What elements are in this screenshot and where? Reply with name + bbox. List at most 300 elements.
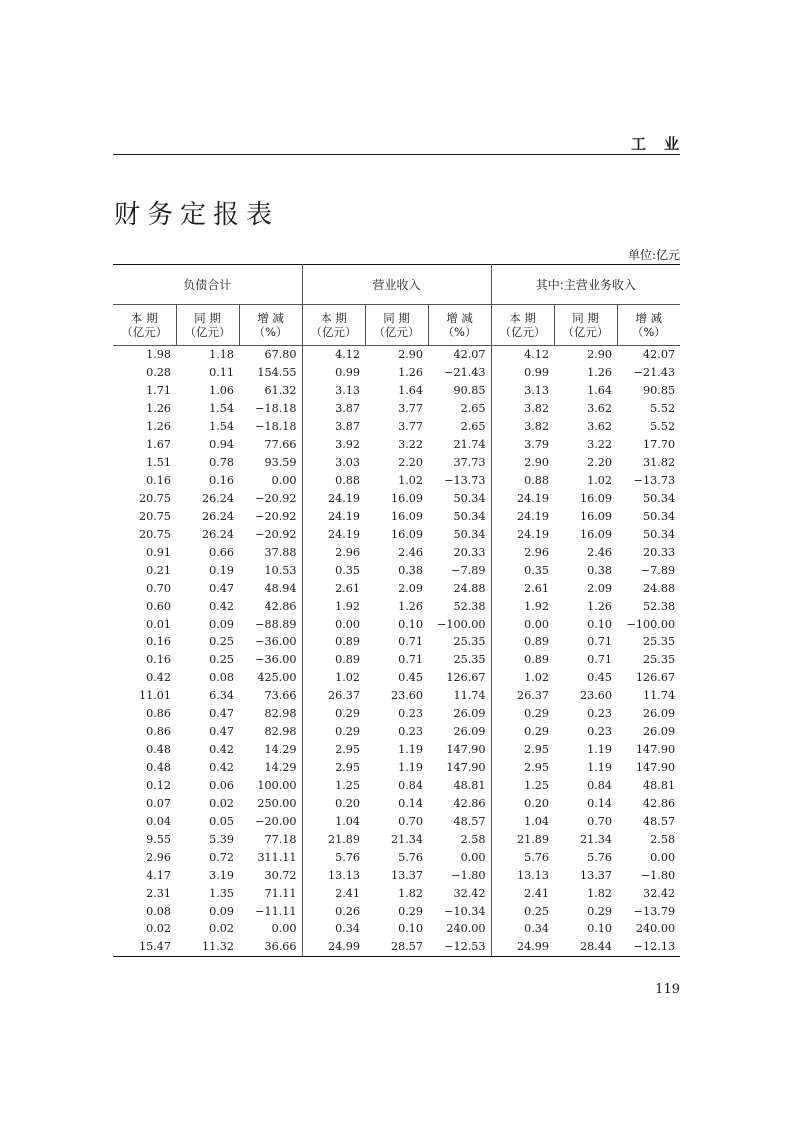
table-cell: 30.72 <box>239 866 302 884</box>
table-cell: 37.88 <box>239 543 302 561</box>
table-cell: 2.41 <box>335 886 361 900</box>
table-cell: 1.02 <box>524 671 550 685</box>
table-cell: 0.16 <box>209 474 234 488</box>
table-cell: 1.35 <box>209 886 234 900</box>
table-cell: 2.61 <box>335 581 361 595</box>
table-row <box>113 579 680 597</box>
group-header-row <box>113 265 680 305</box>
table-cell: 0.28 <box>146 366 171 380</box>
table-cell: 24.19 <box>328 509 361 523</box>
table-cell: 1.92 <box>524 599 550 613</box>
column-header-line2: （亿元） <box>499 325 546 339</box>
column-header-line1: 增 减 <box>635 311 663 325</box>
table-row <box>113 633 680 651</box>
table-cell: 3.19 <box>209 868 234 882</box>
table-cell: 3.03 <box>335 456 361 470</box>
table-cell: 0.71 <box>398 635 424 649</box>
table-cell: 0.09 <box>209 617 234 631</box>
table-cell: 13.13 <box>328 868 361 882</box>
table-cell: 5.76 <box>398 850 424 864</box>
table-cell: 20.75 <box>138 491 171 505</box>
unit-label: 单位:亿元 <box>627 248 680 262</box>
column-header-line2: （亿元） <box>310 325 357 339</box>
table-cell: 0.84 <box>587 778 613 792</box>
table-row <box>113 687 680 705</box>
table-cell: 0.12 <box>146 778 171 792</box>
table-cell: 0.25 <box>524 904 550 918</box>
table-cell: 5.52 <box>650 402 676 416</box>
table-cell: 0.10 <box>398 922 424 936</box>
table-cell: 0.42 <box>209 599 234 613</box>
table-cell: 0.71 <box>398 653 424 667</box>
table-cell: 0.02 <box>209 922 234 936</box>
table-cell: 1.98 <box>146 348 171 362</box>
table-cell: 13.13 <box>517 868 550 882</box>
column-header <box>617 305 680 346</box>
table-cell: 0.25 <box>209 635 234 649</box>
table-cell: 24.19 <box>517 509 550 523</box>
table-cell: −20.00 <box>239 812 302 830</box>
table-cell: 240.00 <box>635 922 676 936</box>
table-body <box>113 346 680 957</box>
table-cell: 42.07 <box>643 348 676 362</box>
table-cell: 25.35 <box>643 635 676 649</box>
table-cell: 14.29 <box>239 741 302 759</box>
table-cell: 147.90 <box>428 741 491 759</box>
table-cell: 0.47 <box>209 725 234 739</box>
column-header <box>113 305 176 346</box>
table-cell: 2.65 <box>428 400 491 418</box>
table-cell: 16.09 <box>580 527 613 541</box>
table-cell: 0.06 <box>209 778 234 792</box>
table-row <box>113 848 680 866</box>
table-cell: 1.67 <box>146 438 171 452</box>
table-cell: −1.80 <box>428 866 491 884</box>
table-cell: 26.24 <box>201 491 234 505</box>
table-cell: 77.18 <box>239 830 302 848</box>
table-row <box>113 794 680 812</box>
financial-report-table <box>113 264 680 957</box>
table-cell: 0.47 <box>209 581 234 595</box>
table-row <box>113 400 680 418</box>
table-cell: 1.82 <box>587 886 613 900</box>
table-cell: 4.17 <box>146 868 171 882</box>
table-cell: 1.04 <box>335 814 361 828</box>
table-row <box>113 454 680 472</box>
table-cell: −20.92 <box>239 507 302 525</box>
table-cell: 11.01 <box>138 689 171 703</box>
table-cell: 1.02 <box>335 671 361 685</box>
table-cell: 0.91 <box>146 545 171 559</box>
table-cell: 50.34 <box>643 491 676 505</box>
table-cell: 100.00 <box>239 777 302 795</box>
table-cell: 21.74 <box>428 436 491 454</box>
column-header-line1: 增 减 <box>257 311 284 325</box>
table-row <box>113 615 680 633</box>
table-cell: −20.92 <box>239 525 302 543</box>
table-cell: 1.82 <box>398 886 424 900</box>
table-row <box>113 364 680 382</box>
column-header-line1: 同 期 <box>383 311 410 325</box>
table-cell: 0.99 <box>524 366 550 380</box>
table-cell: 0.16 <box>146 635 171 649</box>
table-cell: 77.66 <box>239 436 302 454</box>
table-cell: −12.13 <box>617 938 680 956</box>
column-header-line2: （%） <box>253 325 288 339</box>
table-cell: 0.19 <box>209 563 234 577</box>
table-cell: 0.02 <box>209 796 234 810</box>
table-cell: 50.34 <box>428 507 491 525</box>
table-cell: 3.62 <box>587 402 613 416</box>
table-cell: 11.74 <box>643 689 676 703</box>
table-cell: 0.89 <box>335 653 361 667</box>
table-cell: 90.85 <box>428 382 491 400</box>
table-cell: 16.09 <box>580 509 613 523</box>
table-cell: 26.24 <box>201 527 234 541</box>
table-cell: 2.46 <box>398 545 424 559</box>
table-cell: 2.65 <box>428 418 491 436</box>
table-cell: 25.35 <box>643 653 676 667</box>
table-cell: 0.99 <box>335 366 361 380</box>
table-row <box>113 507 680 525</box>
table-cell: 26.09 <box>643 725 676 739</box>
table-cell: −1.80 <box>640 868 676 882</box>
table-cell: 6.34 <box>209 689 234 703</box>
table-cell: 25.35 <box>428 651 491 669</box>
table-cell: 0.10 <box>587 922 613 936</box>
table-cell: 9.55 <box>146 832 171 846</box>
table-cell: 1.25 <box>524 778 550 792</box>
table-cell: 0.71 <box>587 635 613 649</box>
column-header-line1: 本 期 <box>130 311 158 325</box>
table-cell: 11.32 <box>176 938 239 956</box>
table-cell: 0.16 <box>146 474 171 488</box>
table-cell: 37.73 <box>428 454 491 472</box>
table-cell: 26.24 <box>201 509 234 523</box>
table-cell: 50.34 <box>428 525 491 543</box>
table-cell: 23.60 <box>391 689 424 703</box>
table-cell: 16.09 <box>580 491 613 505</box>
table-cell: 24.88 <box>643 581 676 595</box>
table-cell: 42.86 <box>643 796 676 810</box>
table-cell: 0.29 <box>335 707 361 721</box>
table-cell: 21.89 <box>517 832 550 846</box>
table-cell: 3.92 <box>335 438 361 452</box>
table-cell: 3.87 <box>335 420 361 434</box>
table-cell: 67.80 <box>239 346 302 364</box>
table-cell: 1.18 <box>209 348 234 362</box>
table-cell: 2.96 <box>524 545 550 559</box>
table-cell: 0.08 <box>209 671 234 685</box>
table-cell: 5.76 <box>335 850 361 864</box>
table-cell: 5.39 <box>209 832 234 846</box>
table-row <box>113 884 680 902</box>
table-cell: 1.19 <box>398 743 424 757</box>
table-cell: 0.89 <box>524 653 550 667</box>
table-row <box>113 723 680 741</box>
table-cell: 3.22 <box>398 438 424 452</box>
group-header-liabilities: 负债合计 <box>113 265 302 305</box>
table-cell: 0.05 <box>209 814 234 828</box>
table-cell: 2.09 <box>398 581 424 595</box>
table-cell: 0.35 <box>524 563 550 577</box>
table-cell: 48.57 <box>428 812 491 830</box>
table-cell: 1.02 <box>398 474 424 488</box>
table-cell: 20.75 <box>138 527 171 541</box>
table-cell: 2.95 <box>524 761 550 775</box>
table-cell: −21.43 <box>633 366 676 380</box>
table-cell: 5.52 <box>650 420 676 434</box>
table-cell: −18.18 <box>239 400 302 418</box>
column-header <box>176 305 239 346</box>
table-cell: 5.76 <box>587 850 613 864</box>
table-cell: 32.42 <box>643 886 676 900</box>
table-cell: −36.00 <box>239 651 302 669</box>
table-cell: 0.20 <box>524 796 550 810</box>
column-header-line1: 本 期 <box>509 311 536 325</box>
page-title: 财务定报表 <box>114 200 280 230</box>
table-cell: 1.26 <box>398 366 424 380</box>
table-cell: −100.00 <box>428 615 491 633</box>
table-cell: 90.85 <box>643 384 676 398</box>
table-cell: 21.89 <box>328 832 361 846</box>
table-cell: 24.99 <box>302 938 365 956</box>
table-cell: 52.38 <box>643 599 676 613</box>
table-cell: 0.23 <box>398 707 424 721</box>
table-cell: 0.89 <box>335 635 361 649</box>
table-cell: 0.00 <box>239 920 302 938</box>
table-cell: 5.76 <box>524 850 550 864</box>
table-cell: 154.55 <box>239 364 302 382</box>
table-cell: 0.08 <box>146 904 171 918</box>
table-cell: 26.09 <box>643 707 676 721</box>
group-header-main-revenue: 其中:主营业务收入 <box>491 265 680 305</box>
table-cell: 16.09 <box>391 509 424 523</box>
table-cell: −88.89 <box>239 615 302 633</box>
table-cell: −36.00 <box>239 633 302 651</box>
table-cell: 20.75 <box>138 509 171 523</box>
table-cell: 48.81 <box>643 778 676 792</box>
table-cell: 1.54 <box>209 402 234 416</box>
table-cell: 71.11 <box>239 884 302 902</box>
table-cell: 126.67 <box>428 669 491 687</box>
table-cell: 0.10 <box>587 617 613 631</box>
table-row <box>113 597 680 615</box>
table-cell: 3.13 <box>524 384 550 398</box>
table-row <box>113 830 680 848</box>
table-cell: −7.89 <box>640 563 676 577</box>
table-cell: 147.90 <box>428 759 491 777</box>
table-cell: 0.21 <box>146 563 171 577</box>
table-cell: 0.86 <box>146 725 171 739</box>
table-cell: 24.19 <box>328 491 361 505</box>
column-header <box>428 305 491 346</box>
table-row <box>113 812 680 830</box>
table-cell: 0.23 <box>398 725 424 739</box>
table-cell: −100.00 <box>626 617 676 631</box>
table-cell: 0.16 <box>146 653 171 667</box>
table-cell: 52.38 <box>428 597 491 615</box>
table-cell: 16.09 <box>391 491 424 505</box>
column-header-line2: （亿元） <box>373 325 420 339</box>
column-header <box>302 305 365 346</box>
table-cell: 24.99 <box>491 938 554 956</box>
table-cell: 1.54 <box>209 420 234 434</box>
table-cell: 24.88 <box>428 579 491 597</box>
table-cell: 311.11 <box>239 848 302 866</box>
table-cell: 48.94 <box>239 579 302 597</box>
table-cell: 0.10 <box>398 617 424 631</box>
table-row <box>113 418 680 436</box>
table-cell: 24.19 <box>517 491 550 505</box>
table-cell: 15.47 <box>113 938 176 956</box>
column-header-line1: 本 期 <box>320 311 347 325</box>
top-rule <box>113 154 680 155</box>
table-row <box>113 472 680 490</box>
table-cell: 2.61 <box>524 581 550 595</box>
table-cell: 0.14 <box>587 796 613 810</box>
column-header <box>554 305 617 346</box>
table-cell: 50.34 <box>643 509 676 523</box>
table-row <box>113 741 680 759</box>
table-cell: 1.04 <box>524 814 550 828</box>
table-cell: 1.06 <box>209 384 234 398</box>
table-cell: 0.07 <box>146 796 171 810</box>
column-header-line2: （%） <box>442 325 477 339</box>
table-row <box>113 705 680 723</box>
table-cell: 2.09 <box>587 581 613 595</box>
column-header <box>239 305 302 346</box>
table-cell: 48.57 <box>643 814 676 828</box>
table-cell: 48.81 <box>428 777 491 795</box>
table-cell: −10.34 <box>428 902 491 920</box>
table-cell: 42.07 <box>428 346 491 364</box>
table-row <box>113 759 680 777</box>
table-cell: 82.98 <box>239 705 302 723</box>
table-cell: 21.34 <box>580 832 613 846</box>
table-cell: 2.20 <box>587 456 613 470</box>
column-header <box>491 305 554 346</box>
table-cell: 2.41 <box>524 886 550 900</box>
table-row <box>113 651 680 669</box>
table-cell: 0.23 <box>587 725 613 739</box>
column-header-line2: （亿元） <box>184 325 231 339</box>
table-cell: 1.02 <box>587 474 613 488</box>
table-cell: 1.26 <box>587 366 613 380</box>
table-row <box>113 490 680 508</box>
table-cell: 3.77 <box>398 420 424 434</box>
table-cell: 2.20 <box>398 456 424 470</box>
table-cell: 0.26 <box>335 904 361 918</box>
table-cell: −13.73 <box>633 474 676 488</box>
table-cell: 32.42 <box>428 884 491 902</box>
table-cell: 24.19 <box>328 527 361 541</box>
table-cell: 0.29 <box>398 904 424 918</box>
table-cell: 0.29 <box>524 725 550 739</box>
table-cell: 20.33 <box>428 543 491 561</box>
table-cell: −13.73 <box>428 472 491 490</box>
table-cell: 2.90 <box>587 348 613 362</box>
table-cell: 0.02 <box>146 922 171 936</box>
table-cell: 0.34 <box>335 922 361 936</box>
table-cell: 1.64 <box>587 384 613 398</box>
table-cell: 0.45 <box>398 671 424 685</box>
table-cell: 11.74 <box>428 687 491 705</box>
table-cell: 2.95 <box>524 743 550 757</box>
table-cell: 2.58 <box>428 830 491 848</box>
group-header-revenue: 营业收入 <box>302 265 491 305</box>
table-cell: 13.37 <box>580 868 613 882</box>
column-header-line2: （亿元） <box>562 325 609 339</box>
table-cell: 0.70 <box>398 814 424 828</box>
table-cell: −13.79 <box>633 904 676 918</box>
table-cell: 0.09 <box>209 904 234 918</box>
table-row <box>113 669 680 687</box>
table-cell: 147.90 <box>635 761 676 775</box>
table-cell: 3.62 <box>587 420 613 434</box>
table-cell: 2.31 <box>146 886 171 900</box>
table-cell: 0.84 <box>398 778 424 792</box>
table-cell: 10.53 <box>239 561 302 579</box>
table-row <box>113 382 680 400</box>
table-cell: 147.90 <box>635 743 676 757</box>
table-cell: 1.26 <box>398 599 424 613</box>
table-cell: 1.19 <box>398 761 424 775</box>
table-cell: 0.00 <box>650 850 676 864</box>
table-cell: 0.71 <box>587 653 613 667</box>
table-cell: 240.00 <box>428 920 491 938</box>
page-number: 119 <box>655 982 680 997</box>
column-header-line1: 同 期 <box>572 311 599 325</box>
table-cell: 0.29 <box>335 725 361 739</box>
table-cell: 1.25 <box>335 778 361 792</box>
table-cell: 0.00 <box>524 617 550 631</box>
table-cell: 2.46 <box>587 545 613 559</box>
table-cell: 26.09 <box>428 705 491 723</box>
table-cell: 0.88 <box>335 474 361 488</box>
table-cell: 0.20 <box>335 796 361 810</box>
table-cell: 0.60 <box>146 599 171 613</box>
table-cell: 1.64 <box>398 384 424 398</box>
table-cell: 0.72 <box>209 850 234 864</box>
table-cell: 20.33 <box>643 545 676 559</box>
column-header-line1: 同 期 <box>194 311 221 325</box>
table-cell: 4.12 <box>335 348 361 362</box>
table-cell: 0.14 <box>398 796 424 810</box>
table-cell: 4.12 <box>524 348 550 362</box>
table-cell: 0.01 <box>146 617 171 631</box>
table-cell: 3.87 <box>335 402 361 416</box>
table-cell: 26.37 <box>517 689 550 703</box>
table-cell: −20.92 <box>239 490 302 508</box>
table-cell: 13.37 <box>391 868 424 882</box>
table-row <box>113 525 680 543</box>
table-cell: 0.42 <box>209 743 234 757</box>
table-cell: 1.26 <box>146 420 171 434</box>
table-cell: 0.47 <box>209 707 234 721</box>
table-cell: 1.71 <box>146 384 171 398</box>
column-header <box>365 305 428 346</box>
table-cell: 0.70 <box>146 581 171 595</box>
table-cell: 24.19 <box>517 527 550 541</box>
table-cell: 1.26 <box>587 599 613 613</box>
table-cell: 0.66 <box>209 545 234 559</box>
table-cell: 0.88 <box>524 474 550 488</box>
table-row <box>113 938 680 956</box>
table-cell: 0.48 <box>146 743 171 757</box>
table-row <box>113 346 680 364</box>
table-cell: 3.79 <box>524 438 550 452</box>
